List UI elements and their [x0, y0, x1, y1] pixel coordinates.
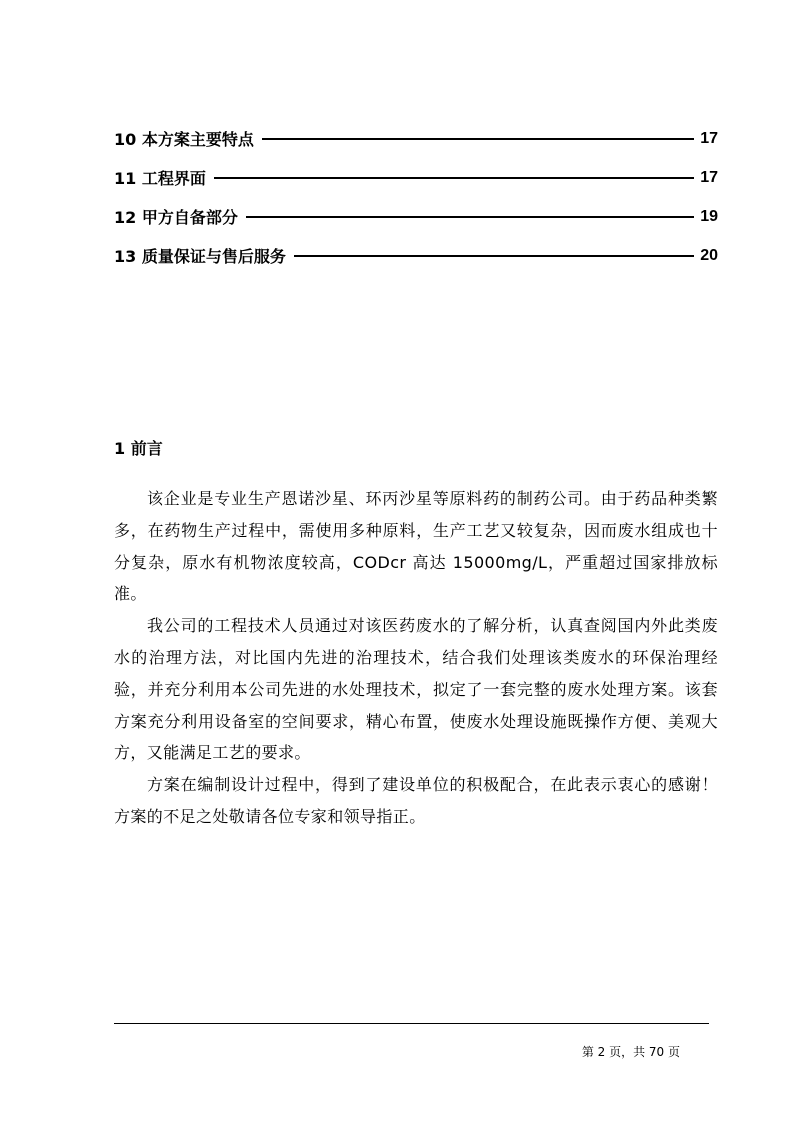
toc-entry-page: 19 — [700, 207, 718, 225]
page-number: 第 2 页，共 70 页 — [581, 1045, 680, 1059]
toc-entry-page: 17 — [700, 129, 718, 147]
footer-divider — [114, 1023, 709, 1024]
toc-leader-line — [214, 177, 694, 179]
body-paragraph: 该企业是专业生产恩诺沙星、环丙沙星等原料药的制药公司。由于药品种类繁多，在药物生产过程中，需使用多种原料，生产工艺又较复杂，因而废水组成也十分复杂，原水有机物浓度较高，CODcr 高达 15000mg/L，严重超过国家排放标准。 — [114, 489, 718, 604]
section-body — [114, 483, 718, 833]
toc-leader-line — [262, 138, 694, 140]
table-of-contents — [114, 119, 718, 275]
toc-entry[interactable] — [114, 119, 718, 158]
toc-entry-title: 11 工程界面 — [114, 169, 206, 188]
toc-entry-title: 13 质量保证与售后服务 — [114, 247, 286, 266]
toc-entry-page: 20 — [700, 246, 718, 264]
section-heading: 1 前言 — [114, 439, 163, 458]
body-paragraph: 方案在编制设计过程中，得到了建设单位的积极配合，在此表示衷心的感谢！方案的不足之处敬请各位专家和领导指正。 — [114, 775, 718, 826]
toc-entry-title: 10 本方案主要特点 — [114, 130, 254, 149]
body-paragraph: 我公司的工程技术人员通过对该医药废水的了解分析，认真查阅国内外此类废水的治理方法，对比国内先进的治理技术，结合我们处理该类废水的环保治理经验，并充分利用本公司先进的水处理技术，拟定了一套完整的废水处理方案。该套方案充分利用设备室的空间要求，精心布置，使废水处理设施既操作方便、美观大方，又能满足工艺的要求。 — [114, 616, 718, 763]
toc-entry[interactable] — [114, 197, 718, 236]
toc-entry[interactable] — [114, 236, 718, 275]
toc-entry-page: 17 — [700, 168, 718, 186]
toc-leader-line — [246, 216, 694, 218]
toc-entry-title: 12 甲方自备部分 — [114, 208, 238, 227]
toc-leader-line — [294, 255, 694, 257]
toc-entry[interactable] — [114, 158, 718, 197]
